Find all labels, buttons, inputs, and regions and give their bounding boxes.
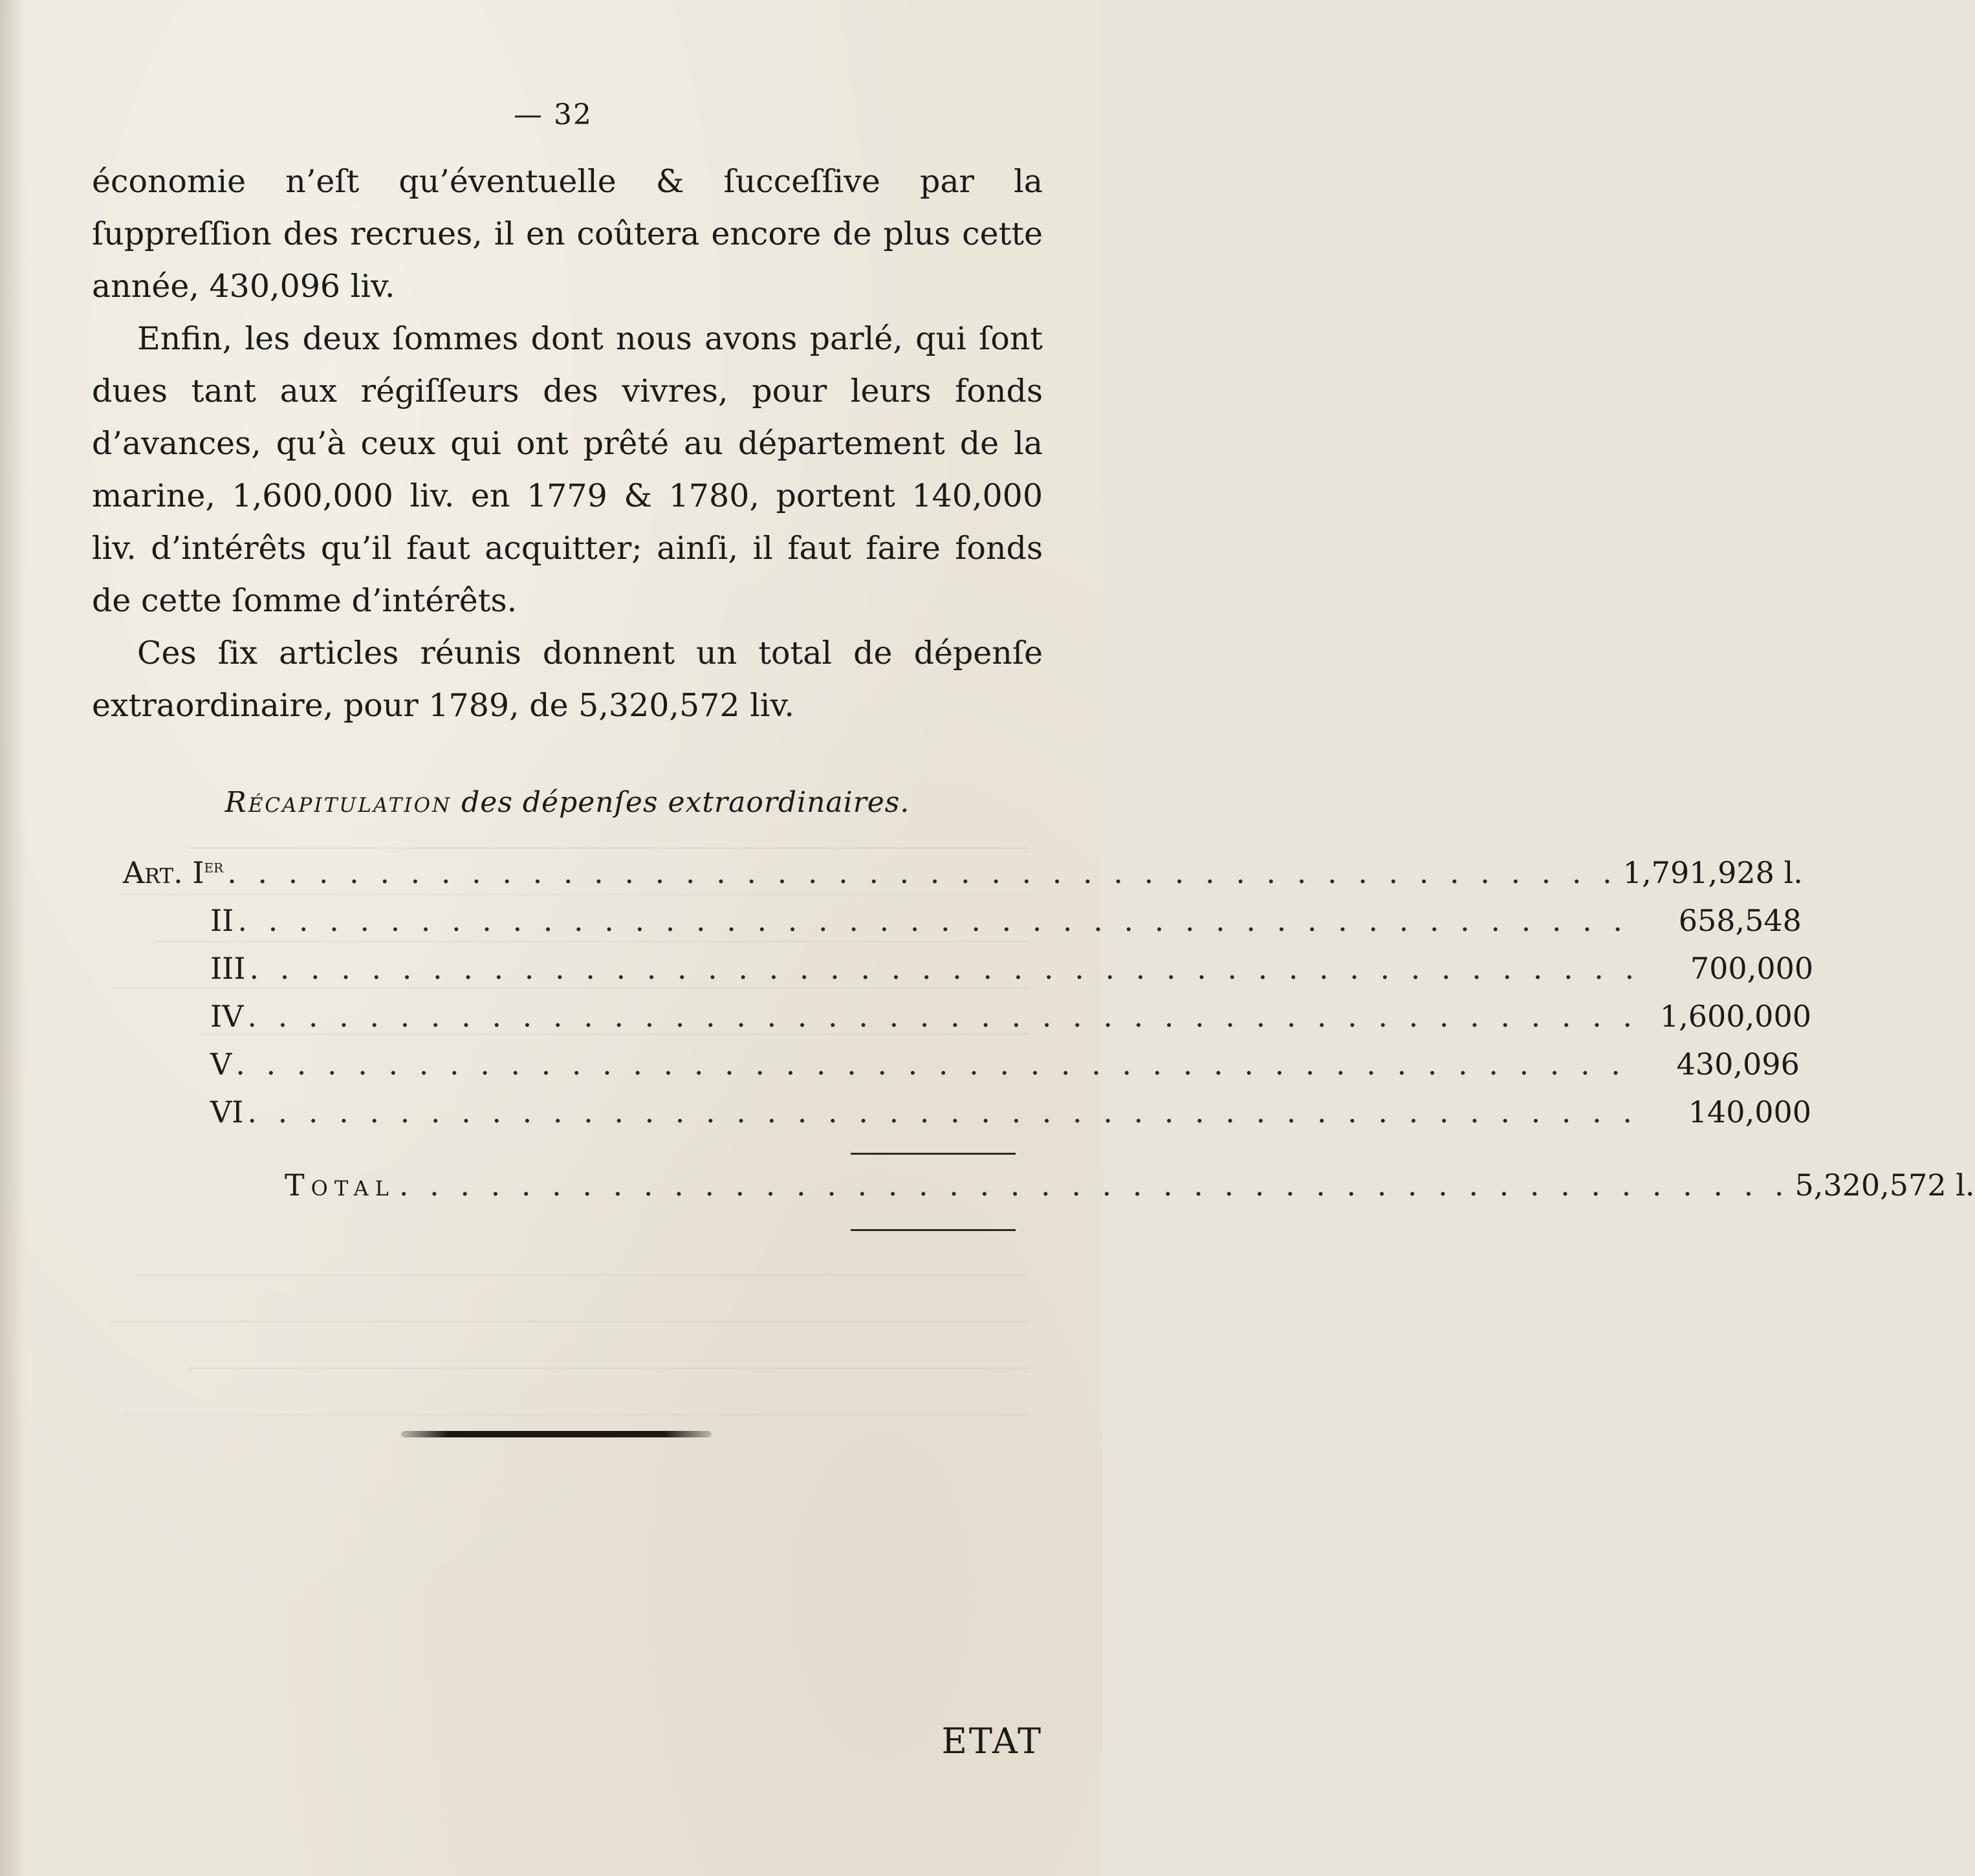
recap-row-art-2 xyxy=(123,903,1802,951)
section-end-rule xyxy=(401,1431,712,1437)
paragraph-economie: économie n’eſt qu’éventuelle & ſucceſſive par la ſuppreſſion des recrues, il en coûtera encore de plus cette année, 430,096 liv. xyxy=(92,163,1043,305)
recap-label xyxy=(123,855,227,890)
page-number: — 32 xyxy=(514,98,593,131)
recap-value: 1,791,928 l. xyxy=(1622,855,1803,890)
leader-dots: . . . . . . . . . . . . . . . . . . . . . . . . . . . . . . . . . . . . . . . . . . . . . . xyxy=(247,999,1638,1034)
recap-row-art-5 xyxy=(123,1047,1800,1095)
recap-label: VI xyxy=(210,1095,244,1129)
recap-label-text: Art. I xyxy=(123,855,204,890)
recap-value: 430,096 xyxy=(1676,1047,1800,1082)
recap-heading xyxy=(92,786,1043,819)
recap-row-art-6 xyxy=(123,1095,1811,1142)
recap-value: 140,000 xyxy=(1688,1095,1811,1129)
gutter-shadow xyxy=(0,0,26,1876)
recap-label: V xyxy=(210,1047,232,1082)
total-value: 5,320,572 l. xyxy=(1795,1168,1975,1203)
recap-table xyxy=(123,855,1814,1142)
sum-rule-bottom xyxy=(851,1229,1016,1231)
total-label: Total xyxy=(285,1168,395,1203)
recap-row-art-4 xyxy=(123,999,1811,1047)
recap-label: IV xyxy=(210,999,244,1034)
paragraph-total: Ces ſix articles réunis donnent un total de dépenſe extraordinaire, pour 1789, de 5,320,572 liv. xyxy=(92,635,1043,724)
recap-label: III xyxy=(210,951,246,986)
leader-dots: . . . . . . . . . . . . . . . . . . . . . . . . . . . . . . . . . . . . . . . . . . . . . . xyxy=(249,951,1641,986)
show-through-texture-lower xyxy=(97,1229,1029,1553)
recap-heading-caps: Récapitulation xyxy=(224,786,452,819)
recap-value: 1,600,000 xyxy=(1659,999,1811,1034)
body-text xyxy=(92,155,1043,732)
recap-value: 658,548 xyxy=(1678,903,1802,938)
paragraph-enfin: Enfin, les deux ſommes dont nous avons parlé, qui ſont dues tant aux régiſſeurs des vivres, pour leurs fonds d’avances, qu’à ceux qui ont prêté au département de la marine, 1,600,000 liv. en 1779 & 1780, portent 140,000 liv. d’intérêts qu’il faut acquitter; ainſi, il faut faire fonds de cette ſomme d’intérêts. xyxy=(92,320,1043,619)
recap-heading-rest: des dépenſes extraordinaires. xyxy=(452,786,910,819)
recap-row-art-1 xyxy=(123,855,1803,903)
leader-dots: . . . . . . . . . . . . . . . . . . . . . . . . . . . . . . . . . . . . . . . . . . . . . . xyxy=(227,855,1618,890)
leader-dots: . . . . . . . . . . . . . . . . . . . . . . . . . . . . . . . . . . . . . . . . . . . . . . xyxy=(237,903,1628,938)
recap-row-art-3 xyxy=(123,951,1814,999)
recap-label-sup: er xyxy=(204,855,224,877)
total-row xyxy=(123,1168,1975,1203)
leader-dots: . . . . . . . . . . . . . . . . . . . . . . . . . . . . . . . . . . . . . . . . . . . . . . xyxy=(235,1047,1626,1082)
catchword: ETAT xyxy=(941,1721,1043,1761)
leader-dots: . . . . . . . . . . . . . . . . . . . . . . . . . . . . . . . . . . . . . . . . . . . . . . xyxy=(247,1095,1638,1129)
recap-value: 700,000 xyxy=(1690,951,1814,986)
sum-rule-top xyxy=(851,1153,1016,1155)
leader-dots: . . . . . . . . . . . . . . . . . . . . . . . . . . . . . . . . . . . . . . . . . . . . . . xyxy=(398,1168,1790,1203)
recap-label: II xyxy=(210,903,234,938)
